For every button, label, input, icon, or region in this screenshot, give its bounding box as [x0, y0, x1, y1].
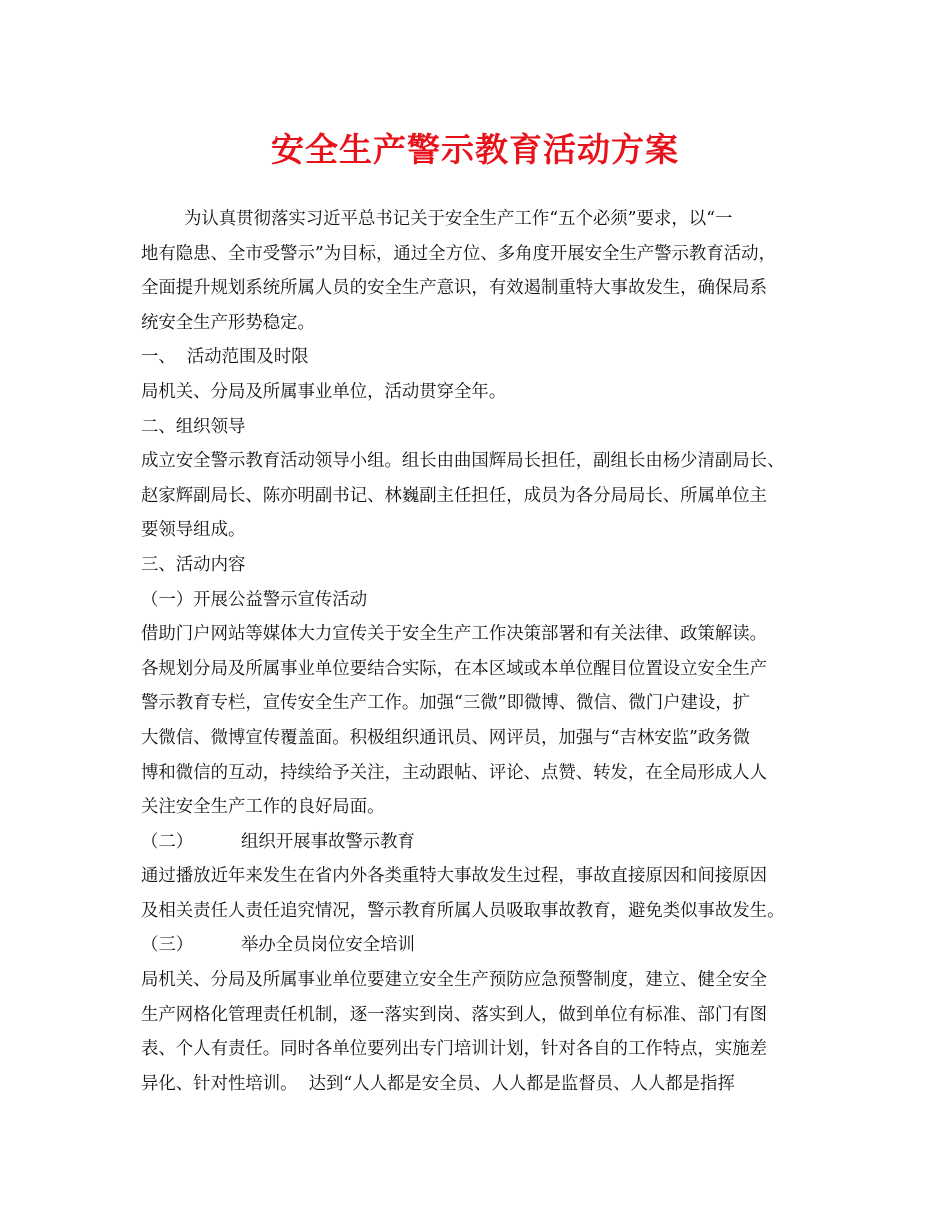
section-heading: 一、 活动范围及时限 [141, 347, 309, 368]
paragraph-line: 大微信、微博宣传覆盖面。积极组织通讯员、网评员，加强与“吉林安监”政务微 [141, 727, 751, 748]
paragraph-line: 局机关、分局及所属事业单位要建立安全生产预防应急预警制度，建立、健全安全 [141, 970, 768, 991]
subsection-heading [141, 825, 827, 860]
subsection-heading: （一）开展公益警示宣传活动 [141, 589, 368, 610]
paragraph-line: 生产网格化管理责任机制，逐一落实到岗、落实到人，做到单位有标准、部门有图 [141, 1004, 768, 1025]
paragraph-line: 表、个人有责任。同时各单位要列出专门培训计划，针对各自的工作特点，实施差 [141, 1039, 768, 1060]
section-heading: 三、活动内容 [141, 554, 246, 575]
section-heading: 二、组织领导 [141, 416, 246, 437]
paragraph-line: 博和微信的互动，持续给予关注，主动跟帖、评论、点赞、转发，在全局形成人人 [141, 762, 768, 783]
subsection-title: 组织开展事故警示教育 [241, 831, 415, 852]
subsection-heading [141, 928, 827, 963]
paragraph-line: 借助门户网站等媒体大力宣传关于安全生产工作决策部署和有关法律、政策解读。 [141, 624, 768, 645]
document-body [141, 202, 827, 1101]
subsection-number: （三） [141, 935, 194, 956]
paragraph-line: 赵家辉副局长、陈亦明副书记、林巍副主任担任，成员为各分局局长、所属单位主 [141, 485, 768, 506]
paragraph-line: 警示教育专栏，宣传安全生产工作。加强“三微”即微博、微信、微门户建设，扩 [141, 693, 751, 714]
paragraph-line: 局机关、分局及所属事业单位，活动贯穿全年。 [141, 381, 507, 402]
paragraph-line: 为认真贯彻落实习近平总书记关于安全生产工作“五个必须”要求，以“一 [184, 209, 733, 229]
subsection-number: （二） [141, 831, 194, 852]
paragraph-line: 要领导组成。 [141, 520, 246, 541]
document-title: 安全生产警示教育活动方案 [271, 130, 679, 169]
paragraph-line: 异化、针对性培训。 达到“人人都是安全员、人人都是监督员、人人都是指挥 [141, 1073, 735, 1094]
paragraph-line: 通过播放近年来发生在省内外各类重特大事故发生过程，事故直接原因和间接原因 [141, 866, 768, 887]
paragraph-line: 统安全生产形势稳定。 [141, 312, 315, 333]
paragraph-line: 各规划分局及所属事业单位要结合实际，在本区域或本单位醒目位置设立安全生产 [141, 658, 768, 679]
paragraph-line: 及相关责任人责任追究情况，警示教育所属人员吸取事故教育，避免类似事故发生。 [141, 900, 785, 921]
paragraph-line: 成立安全警示教育活动领导小组。组长由曲国辉局长担任，副组长由杨少清副局长、 [141, 451, 785, 472]
subsection-title: 举办全员岗位安全培训 [241, 935, 415, 956]
paragraph-line: 地有隐患、全市受警示”为目标，通过全方位、多角度开展安全生产警示教育活动， [141, 243, 776, 264]
paragraph-line: 全面提升规划系统所属人员的安全生产意识，有效遏制重特大事故发生，确保局系 [141, 278, 768, 299]
paragraph-line: 关注安全生产工作的良好局面。 [141, 797, 385, 818]
